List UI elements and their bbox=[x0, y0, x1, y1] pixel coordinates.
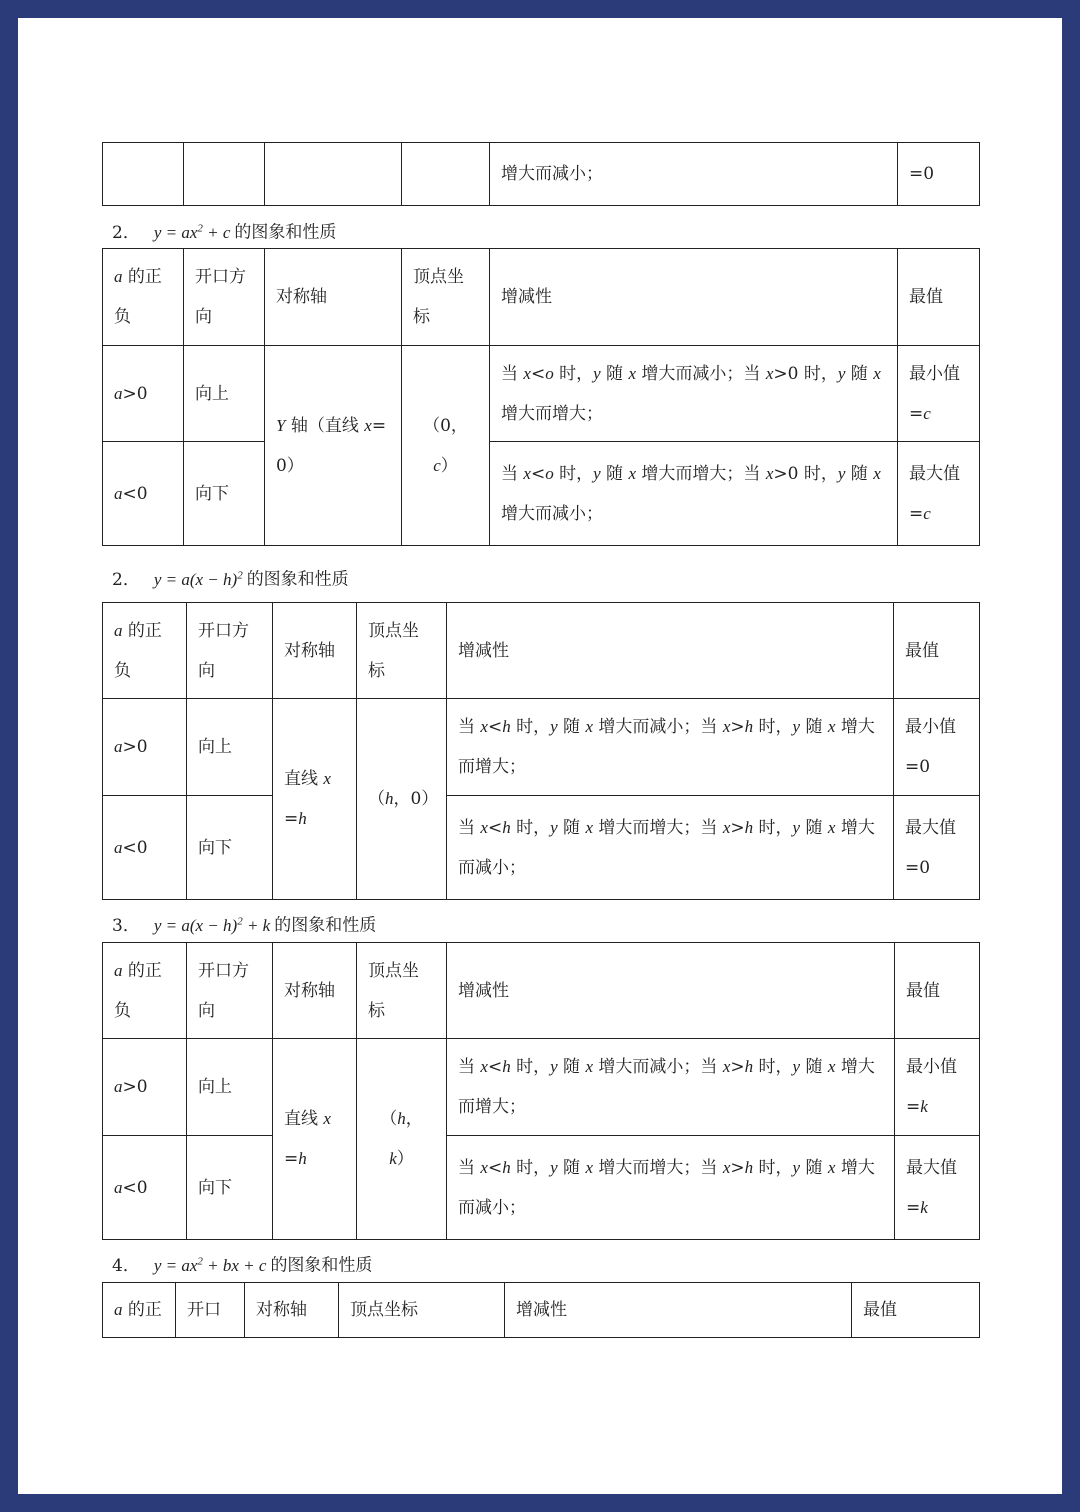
header-extremum: 最值 bbox=[898, 249, 980, 346]
section-number: 4． bbox=[112, 1255, 140, 1276]
properties-table bbox=[102, 1282, 980, 1338]
table-cell bbox=[265, 143, 402, 206]
table-row bbox=[103, 1136, 980, 1240]
sign-cell: a>0 bbox=[103, 699, 187, 796]
section-formula: $y = ax^2$ + bx + c bbox=[153, 1255, 267, 1275]
extremum-cell: 最小值 =0 bbox=[894, 699, 980, 796]
section-title: 的图象和性质 bbox=[270, 1255, 373, 1276]
header-sign: a 的正 bbox=[103, 1283, 176, 1338]
direction-cell: 向上 bbox=[187, 1039, 273, 1136]
sign-cell: a>0 bbox=[103, 346, 184, 442]
monotonic-cell: 增大而减小； bbox=[490, 143, 898, 206]
header-direction: 开口 bbox=[176, 1283, 245, 1338]
axis-cell: 直线 x=h bbox=[273, 1039, 357, 1240]
section-heading bbox=[112, 563, 349, 592]
table-row bbox=[103, 1039, 980, 1136]
header-monotonic: 增减性 bbox=[447, 603, 894, 699]
header-monotonic: 增减性 bbox=[505, 1283, 852, 1338]
direction-cell: 向下 bbox=[184, 442, 265, 546]
header-sign: a 的正负 bbox=[103, 603, 187, 699]
vertex-cell: （0，c） bbox=[402, 346, 490, 546]
header-direction: 开口方向 bbox=[187, 943, 273, 1039]
section-heading bbox=[112, 216, 336, 245]
table-row bbox=[103, 796, 980, 900]
section-title: 的图象和性质 bbox=[246, 569, 349, 590]
direction-cell: 向下 bbox=[187, 1136, 273, 1240]
header-monotonic: 增减性 bbox=[447, 943, 895, 1039]
table-cell bbox=[402, 143, 490, 206]
properties-table bbox=[102, 248, 980, 546]
header-axis: 对称轴 bbox=[273, 603, 357, 699]
sign-cell: a<0 bbox=[103, 442, 184, 546]
section-heading bbox=[112, 909, 376, 938]
header-axis: 对称轴 bbox=[245, 1283, 339, 1338]
extremum-cell: 最大值 =k bbox=[895, 1136, 980, 1240]
header-direction: 开口方向 bbox=[187, 603, 273, 699]
table-cell bbox=[103, 143, 184, 206]
table-header-row bbox=[103, 249, 980, 346]
extremum-cell: 最大值 =c bbox=[898, 442, 980, 546]
header-sign: a 的正负 bbox=[103, 943, 187, 1039]
extremum-cell: 最小值 =c bbox=[898, 346, 980, 442]
header-vertex: 顶点坐标 bbox=[402, 249, 490, 346]
extremum-cell: 最小值 =k bbox=[895, 1039, 980, 1136]
extremum-cell: 最大值 =0 bbox=[894, 796, 980, 900]
section-number: 3． bbox=[112, 915, 140, 936]
monotonic-cell: 当 x<h 时，y 随 x 增大而增大；当 x>h 时，y 随 x 增大而减小； bbox=[447, 1136, 895, 1240]
properties-table bbox=[102, 602, 980, 900]
table-row bbox=[103, 143, 980, 206]
table-cell bbox=[184, 143, 265, 206]
extremum-cell: =0 bbox=[898, 143, 980, 206]
header-axis: 对称轴 bbox=[265, 249, 402, 346]
table-header-row bbox=[103, 943, 980, 1039]
header-extremum: 最值 bbox=[894, 603, 980, 699]
table-header-row bbox=[103, 603, 980, 699]
monotonic-cell: 当 x<h 时，y 随 x 增大而增大；当 x>h 时，y 随 x 增大而减小； bbox=[447, 796, 894, 900]
vertex-cell: （h，k） bbox=[357, 1039, 447, 1240]
section-number: 2． bbox=[112, 569, 140, 590]
header-vertex: 顶点坐标 bbox=[339, 1283, 505, 1338]
table-row bbox=[103, 442, 980, 546]
sign-cell: a>0 bbox=[103, 1039, 187, 1136]
section-formula: $y = ax^2 + c$ bbox=[153, 222, 231, 242]
sign-cell: a<0 bbox=[103, 1136, 187, 1240]
section-formula: $y = a(x - h)^2$ bbox=[153, 569, 243, 589]
section-number: 2． bbox=[112, 222, 140, 243]
monotonic-cell: 当 x<o 时，y 随 x 增大而减小；当 x>0 时，y 随 x 增大而增大； bbox=[490, 346, 898, 442]
direction-cell: 向上 bbox=[187, 699, 273, 796]
document-page bbox=[18, 18, 1062, 1494]
header-axis: 对称轴 bbox=[273, 943, 357, 1039]
header-direction: 开口方向 bbox=[184, 249, 265, 346]
header-sign: a 的正负 bbox=[103, 249, 184, 346]
table-header-row bbox=[103, 1283, 980, 1338]
axis-cell: Y 轴（直线 x=0） bbox=[265, 346, 402, 546]
vertex-cell: （h，0） bbox=[357, 699, 447, 900]
section-heading bbox=[112, 1249, 372, 1278]
table-row bbox=[103, 699, 980, 796]
header-vertex: 顶点坐标 bbox=[357, 943, 447, 1039]
section-title: 的图象和性质 bbox=[234, 222, 337, 243]
axis-cell: 直线 x=h bbox=[273, 699, 357, 900]
direction-cell: 向下 bbox=[187, 796, 273, 900]
properties-table bbox=[102, 942, 980, 1240]
monotonic-cell: 当 x<h 时，y 随 x 增大而减小；当 x>h 时，y 随 x 增大而增大； bbox=[447, 699, 894, 796]
header-extremum: 最值 bbox=[852, 1283, 980, 1338]
header-vertex: 顶点坐标 bbox=[357, 603, 447, 699]
section-title: 的图象和性质 bbox=[274, 915, 377, 936]
table-continued bbox=[102, 142, 980, 206]
header-monotonic: 增减性 bbox=[490, 249, 898, 346]
header-extremum: 最值 bbox=[895, 943, 980, 1039]
sign-cell: a<0 bbox=[103, 796, 187, 900]
section-formula: $y = a(x - h)^2 + k$ bbox=[153, 915, 271, 935]
table-row bbox=[103, 346, 980, 442]
monotonic-cell: 当 x<h 时，y 随 x 增大而减小；当 x>h 时，y 随 x 增大而增大； bbox=[447, 1039, 895, 1136]
direction-cell: 向上 bbox=[184, 346, 265, 442]
monotonic-cell: 当 x<o 时，y 随 x 增大而增大；当 x>0 时，y 随 x 增大而减小； bbox=[490, 442, 898, 546]
